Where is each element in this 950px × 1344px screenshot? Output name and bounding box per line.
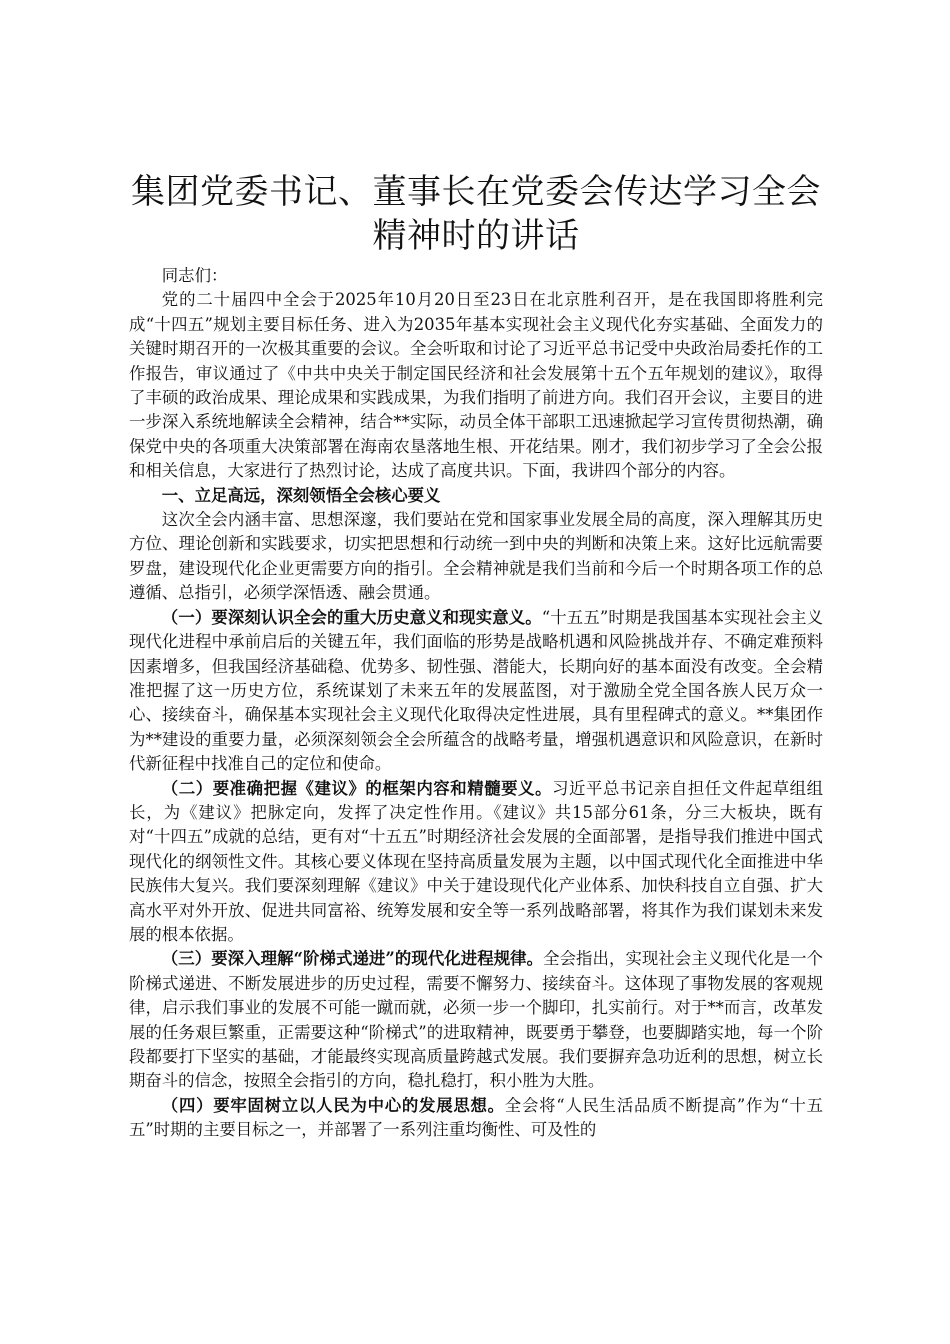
point-lead-2: （二）要准确把握《建议》的框架内容和精髓要义。 bbox=[161, 778, 553, 798]
point-lead-4: （四）要牢固树立以人民为中心的发展思想。 bbox=[161, 1095, 505, 1115]
intro-paragraph: 党的二十届四中全会于2025年10月20日至23日在北京胜利召开，是在我国即将胜利完成“十四五”规划主要目标任务、进入为2035年基本实现社会主义现代化夯实基础、全面发力的关键时期召开的一次极其重要的会议。全会听取和讨论了习近平总书记受中央政治局委托作的工作报告，审议通过了《中共中央关于制定国民经济和社会发展第十五个五年规划的建议》，取得了丰硕的政治成果、理论成果和实践成果，为我们指明了前进方向。我们召开会议，主要目的进一步深入系统地解读全会精神，结合**实际，动员全体干部职工迅速掀起学习宣传贯彻热潮，确保党中央的各项重大决策部署在海南农垦落地生根、开花结果。刚才，我们初步学习了全会公报和相关信息，大家进行了热烈讨论，达成了高度共识。下面，我讲四个部分的内容。 bbox=[129, 290, 823, 481]
salutation: 同志们： bbox=[161, 266, 228, 285]
point-lead-1: （一）要深刻认识全会的重大历史意义和现实意义。 bbox=[161, 607, 542, 627]
point-paragraph-3 bbox=[129, 947, 823, 1093]
point-lead-3: （三）要深入理解“阶梯式递进”的现代化进程规律。 bbox=[161, 949, 544, 969]
point-paragraph-1 bbox=[129, 606, 823, 777]
section-paragraph: 这次全会内涵丰富、思想深邃，我们要站在党和国家事业发展全局的高度，深入理解其历史方位、理论创新和实践要求，切实把思想和行动统一到中央的判断和决策上来。这好比远航需要罗盘，建设现代化企业更需要方向的指引。全会精神就是我们当前和今后一个时期各项工作的总遵循、总指引，必须学深悟透、融会贯通。 bbox=[129, 510, 823, 603]
document-title: 集团党委书记、董事长在党委会传达学习全会精神时的讲话 bbox=[131, 172, 821, 256]
point-text-1: “十五五”时期是我国基本实现社会主义现代化进程中承前启后的关键五年，我们面临的形势是战略机遇和风险挑战并存、不确定难预料因素增多，但我国经济基础稳、优势多、韧性强、潜能大，长期向好的基本面没有改变。全会精准把握了这一历史方位，系统谋划了未来五年的发展蓝图，对于激励全党全国各族人民万众一心、接续奋斗，确保基本实现社会主义现代化取得决定性进展，具有里程碑式的意义。**集团作为**建设的重要力量，必须深刻领会全会所蕴含的战略考量，增强机遇意识和风险意识，在新时代新征程中找准自己的定位和使命。 bbox=[129, 607, 824, 774]
document-page bbox=[129, 170, 823, 1143]
point-paragraph-4 bbox=[129, 1094, 823, 1143]
point-text-3: 全会指出，实现社会主义现代化是一个阶梯式递进、不断发展进步的历史过程，需要不懈努力、接续奋斗。这体现了事物发展的客观规律，启示我们事业的发展不可能一蹴而就，必须一步一个脚印，扎实前行。对于**而言，改革发展的任务艰巨繁重，正需要这种“阶梯式”的进取精神，既要勇于攀登，也要脚踏实地，每一个阶段都要打下坚实的基础，才能最终实现高质量跨越式发展。我们要摒弃急功近利的思想，树立长期奋斗的信念，按照全会指引的方向，稳扎稳打，积小胜为大胜。 bbox=[129, 949, 824, 1091]
point-text-2: 习近平总书记亲自担任文件起草组组长，为《建议》把脉定向，发挥了决定性作用。《建议》共15部分61条，分三大板块，既有对“十四五”成就的总结，更有对“十五五”时期经济社会发展的全面部署，是指导我们推进中国式现代化的纲领性文件。其核心要义体现在坚持高质量发展为主题，以中国式现代化全面推进中华民族伟大复兴。我们要深刻理解《建议》中关于建设现代化产业体系、加快科技自立自强、扩大高水平对外开放、促进共同富裕、统筹发展和安全等一系列战略部署，将其作为我们谋划未来发展的根本依据。 bbox=[129, 778, 823, 944]
point-paragraph-2 bbox=[129, 777, 823, 948]
point-text-4: 全会将“人民生活品质不断提高”作为“十五五”时期的主要目标之一，并部署了一系列注重均衡性、可及性的 bbox=[129, 1095, 823, 1140]
section-heading: 一、立足高远，深刻领悟全会核心要义 bbox=[161, 485, 441, 505]
document-body bbox=[129, 264, 823, 1143]
